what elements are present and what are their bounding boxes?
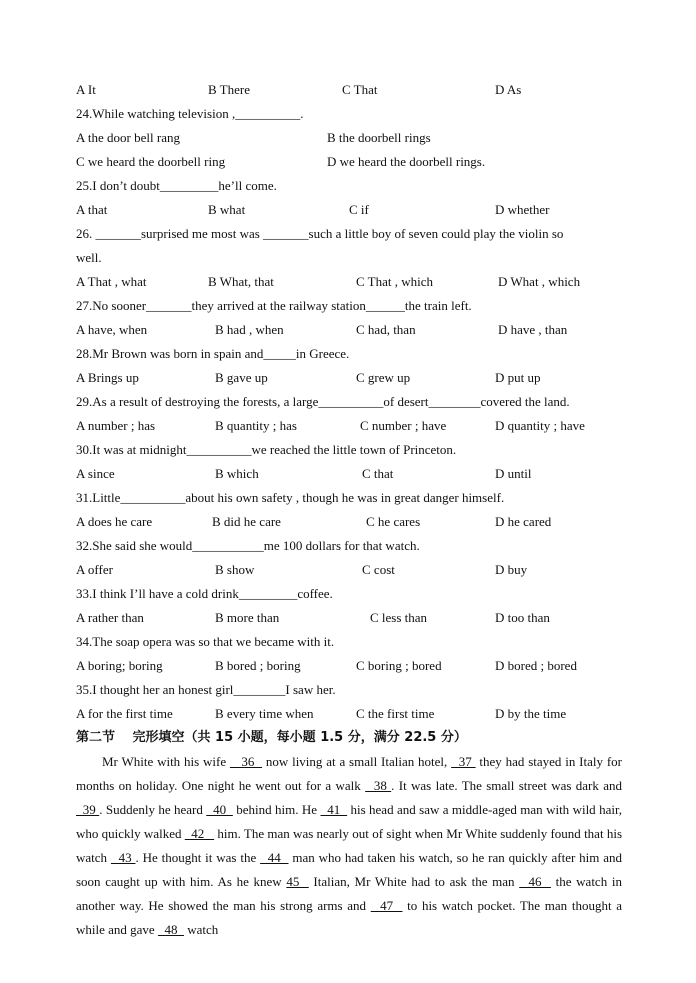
- answer-option: D put up: [495, 370, 541, 385]
- blank-number: 43: [110, 850, 136, 865]
- answer-option: D whether: [495, 202, 550, 217]
- answer-option: B more than: [215, 610, 280, 625]
- blank-number: 42: [184, 826, 215, 841]
- answer-option: C less than: [370, 610, 428, 625]
- answer-option: D too than: [495, 610, 550, 625]
- blank-number: 37: [451, 754, 476, 769]
- answer-option: C he cares: [366, 514, 421, 529]
- blank-number: 40: [206, 802, 233, 817]
- answer-option: C we heard the doorbell ring: [76, 154, 226, 169]
- answer-option: A for the first time: [76, 706, 173, 721]
- blank-number: 45: [286, 874, 309, 889]
- question-stem: 24.While watching television ,__________.: [76, 106, 304, 121]
- blank-number: 36: [229, 754, 263, 769]
- blank-number: 46: [519, 874, 551, 889]
- answer-options: [76, 198, 622, 222]
- answer-option: B which: [215, 466, 259, 481]
- answer-option: B the doorbell rings: [327, 130, 431, 145]
- answer-option: A Brings up: [76, 370, 139, 385]
- answer-option: A since: [76, 466, 115, 481]
- question-stem: 25.I don’t doubt_________he’ll come.: [76, 178, 277, 193]
- question-stem: 35.I thought her an honest girl________I saw her.: [76, 682, 336, 697]
- answer-options: [76, 510, 622, 534]
- answer-options: [76, 654, 622, 678]
- answer-option: C number ; have: [360, 418, 447, 433]
- answer-option: D have , than: [498, 322, 568, 337]
- answer-options: [76, 414, 622, 438]
- answer-option: A have, when: [76, 322, 148, 337]
- answer-option: A number ; has: [76, 418, 156, 433]
- answer-option: B show: [215, 562, 255, 577]
- answer-option: C That , which: [356, 274, 434, 289]
- answer-options: [76, 558, 622, 582]
- answer-option: D we heard the doorbell rings.: [327, 154, 486, 169]
- answer-option: D bored ; bored: [495, 658, 577, 673]
- answer-option: B what: [208, 202, 246, 217]
- answer-option: A does he care: [76, 514, 153, 529]
- answer-option: D As: [495, 82, 522, 97]
- question-stem: 29.As a result of destroying the forests, a large__________of desert________covered the land.: [76, 394, 570, 409]
- answer-option: D What , which: [498, 274, 581, 289]
- question-stem: 28.Mr Brown was born in spain and_____in Greece.: [76, 346, 350, 361]
- answer-options: [76, 462, 622, 486]
- blank-number: 38: [365, 778, 392, 793]
- cloze-passage: Mr White with his wife 36 now living at a small Italian hotel, 37 they had stayed in Italy for months on holiday. One night he went out for a walk 38 . It was late. The small street was dark and 39 . Suddenly he heard 40 behind him. He 41 his head and saw a middle-aged man with wild hair, who quickly walked 42 him. The man was nearly out of sight when Mr White suddenly found that his watch 43 . He thought it was the 44 man who had taken his watch, so he ran quickly after him and soon caught up with him. As he knew 45 Italian, Mr White had to ask the man 46 the watch in another way. He showed the man his strong arms and 47 to his watch pocket. The man thought a while and gave 48 watch: [76, 754, 623, 937]
- blank-number: 47: [370, 898, 403, 913]
- answer-option: D by the time: [495, 706, 567, 721]
- answer-option: C that: [362, 466, 394, 481]
- question-stem: 27.No sooner_______they arrived at the railway station______the train left.: [76, 298, 472, 313]
- blank-number: 48: [157, 922, 184, 937]
- answer-option: B had , when: [215, 322, 284, 337]
- answer-option: C if: [349, 202, 369, 217]
- blank-number: 39: [76, 802, 100, 817]
- answer-option: A boring; boring: [76, 658, 163, 673]
- question-stem: 33.I think I’ll have a cold drink_________coffee.: [76, 586, 333, 601]
- answer-options: [76, 270, 622, 294]
- answer-options: [76, 702, 622, 726]
- answer-option: A That , what: [76, 274, 147, 289]
- answer-options: [76, 126, 622, 150]
- blank-number: 44: [260, 850, 289, 865]
- answer-option: B did he care: [212, 514, 281, 529]
- answer-option: D quantity ; have: [495, 418, 585, 433]
- question-stem: 26. _______surprised me most was _______such a little boy of seven could play the violin so: [76, 226, 564, 241]
- answer-option: B every time when: [215, 706, 314, 721]
- question-stem: 34.The soap opera was so that we became with it.: [76, 634, 335, 649]
- answer-options: [76, 150, 622, 174]
- answer-option: A the door bell rang: [76, 130, 180, 145]
- question-stem: 30.It was at midnight__________we reached the little town of Princeton.: [76, 442, 457, 457]
- answer-option: D buy: [495, 562, 528, 577]
- answer-option: B gave up: [215, 370, 268, 385]
- answer-option: A rather than: [76, 610, 144, 625]
- answer-option: A offer: [76, 562, 113, 577]
- question-stem: 32.She said she would___________me 100 dollars for that watch.: [76, 538, 420, 553]
- answer-options: [76, 606, 622, 630]
- question-stem: well.: [76, 250, 102, 265]
- answer-option: B bored ; boring: [215, 658, 301, 673]
- answer-option: C the first time: [356, 706, 435, 721]
- answer-option: C boring ; bored: [356, 658, 442, 673]
- answer-option: C had, than: [356, 322, 416, 337]
- answer-option: D until: [495, 466, 532, 481]
- answer-option: C cost: [362, 562, 395, 577]
- section-title: 第二节 完形填空（共 15 小题，每小题 1.5 分，满分 22.5 分）: [76, 730, 467, 745]
- answer-option: A that: [76, 202, 108, 217]
- answer-options: [76, 318, 622, 342]
- question-stem: 31.Little__________about his own safety , though he was in great danger himself.: [76, 490, 505, 505]
- answer-option: B There: [208, 82, 250, 97]
- answer-options: [76, 366, 622, 390]
- blank-number: 41: [320, 802, 348, 817]
- answer-option: B What, that: [208, 274, 274, 289]
- answer-options: [76, 78, 622, 102]
- answer-option: D he cared: [495, 514, 552, 529]
- answer-option: B quantity ; has: [215, 418, 297, 433]
- answer-option: A It: [76, 82, 96, 97]
- answer-option: C grew up: [356, 370, 411, 385]
- answer-option: C That: [342, 82, 378, 97]
